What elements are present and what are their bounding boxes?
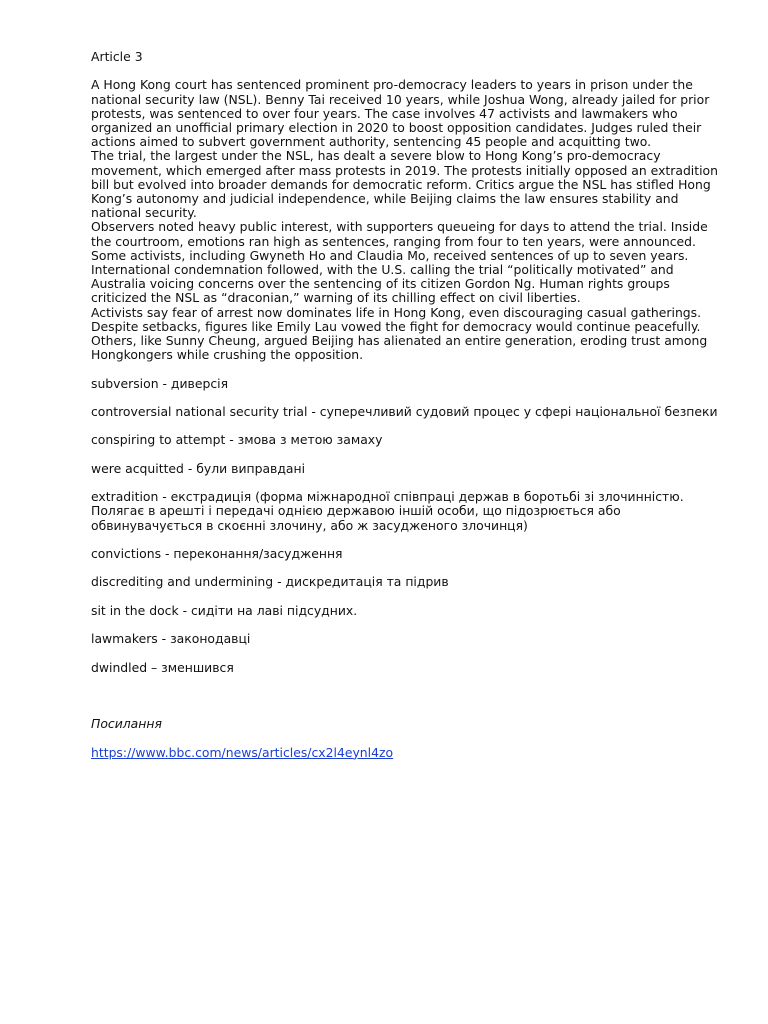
- article-paragraph-5: Activists say fear of arrest now dominates life in Hong Kong, even discouraging casual gatherings. Despite setbacks, figures like Emily Lau vowed the fight for democracy would continue peacefully. Others, like Sunny Cheung, argued Beijing has alienated an entire generation, eroding trust among Hongkongers while crushing the opposition.: [91, 304, 708, 363]
- vocabulary-item-subversion: subversion - диверсія: [91, 375, 229, 391]
- spacer: [91, 675, 723, 689]
- vocabulary-item-sit-in-dock: sit in the dock - сидіти на лаві підсудних.: [91, 602, 358, 618]
- article-paragraph-4: International condemnation followed, with the U.S. calling the trial “politically motivated” and Australia voicing concerns over the sentencing of its citizen Gordon Ng. Human rights groups criticized the NSL as “draconian,” warning of its chilling effect on civil liberties.: [91, 262, 674, 306]
- references-heading: Посилання: [91, 716, 162, 732]
- article-paragraph-1: A Hong Kong court has sentenced prominent pro-democracy leaders to years in prison under the national security law (NSL). Benny Tai received 10 years, while Joshua Wong, already jailed for prior protests, was sentenced to over four years. The case involves 47 activists and lawmakers who organized an unofficial primary election in 2020 to boost opposition candidates. Judges ruled their actions aimed to subvert government authority, sentencing 45 people and acquitting two.: [91, 77, 710, 150]
- reference-item: [91, 746, 723, 760]
- vocabulary-item-convictions: convictions - переконання/засудження: [91, 546, 343, 561]
- vocabulary-item-lawmakers: lawmakers - законодавці: [91, 631, 251, 647]
- spacer: [91, 689, 723, 703]
- vocabulary-item-discrediting: discrediting and undermining - дискредитація та підрив: [91, 574, 449, 590]
- article-paragraph-2: The trial, the largest under the NSL, has dealt a severe blow to Hong Kong’s pro-democracy movement, which emerged after mass protests in 2019. The protests initially opposed an extradition bill but evolved into broader demands for democratic reform. Critics argue the NSL has stifled Hong Kong’s autonomy and judicial independence, while Beijing claims the law ensures stability and national security.: [91, 148, 718, 221]
- reference-link[interactable]: https://www.bbc.com/news/articles/cx2l4eynl4zo: [91, 744, 394, 760]
- vocabulary-item-acquitted: were acquitted - були виправдані: [91, 460, 306, 476]
- vocabulary-item-conspiring: conspiring to attempt - змова з метою замаху: [91, 432, 383, 448]
- article-paragraph-3: Observers noted heavy public interest, with supporters queueing for days to attend the trial. Inside the courtroom, emotions ran high as sentences, ranging from four to ten years, were announced. Some activists, including Gwyneth Ho and Claudia Mo, received sentences of up to seven years.: [91, 219, 708, 263]
- vocabulary-item-extradition: extradition - екстрадиція (форма міжнародної співпраці держав в боротьбі зі злочинністю. Полягає в арешті і передачі однією державою іншій особи, що підозрюється або обвинувачується в скоєнні злочину, або ж засудженого злочинця): [91, 489, 684, 533]
- document-body: [91, 50, 723, 760]
- article-heading: Article 3: [91, 49, 143, 64]
- vocabulary-item-dwindled: dwindled – зменшився: [91, 659, 234, 675]
- vocabulary-item-controversial-trial: controversial national security trial - суперечливий судовий процес у сфері національної безпеки: [91, 404, 718, 420]
